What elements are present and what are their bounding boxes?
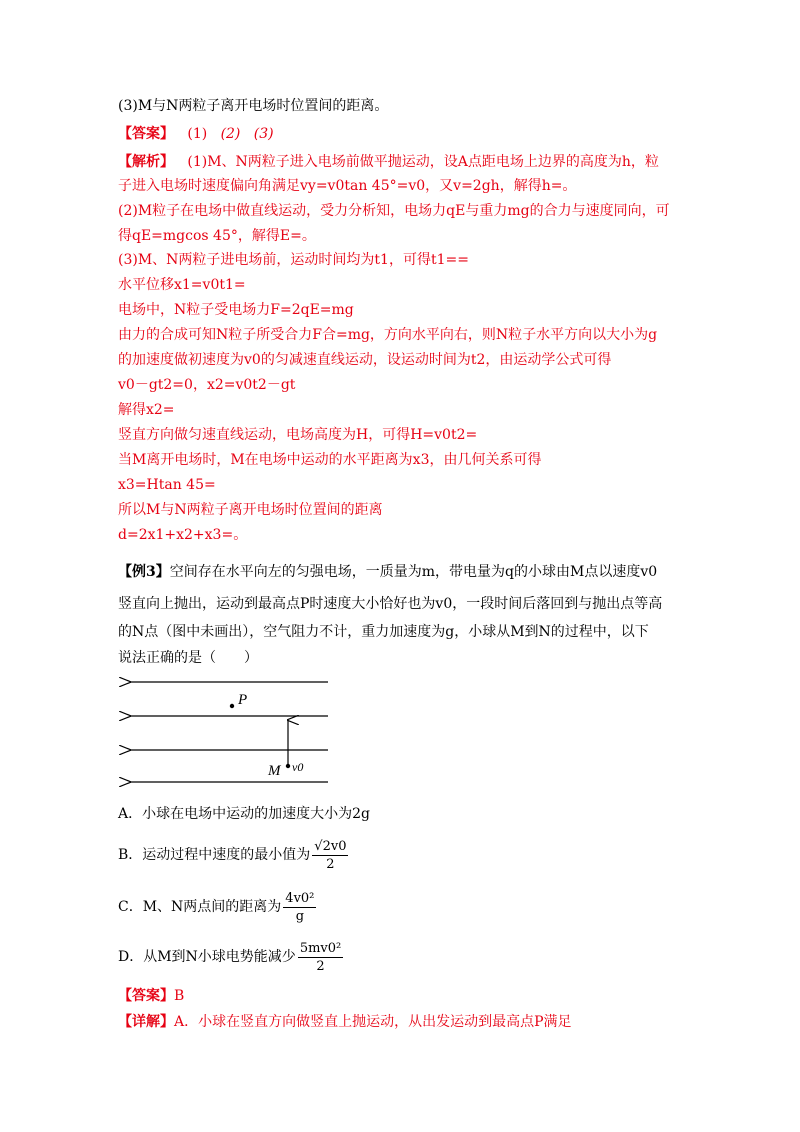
analysis-line-8: 由力的合成可知N粒子所受合力F合=mg，方向水平向右，则N粒子水平方向以大小为g xyxy=(118,327,658,343)
option-c[interactable]: C．M、N两点间的距离为 $\frac{\text{4v0²}}{g}$ xyxy=(118,890,315,924)
analysis-line-7: 电场中，N粒子受电场力F=2qE=mg xyxy=(118,302,354,318)
option-b[interactable]: B．运动过程中速度的最小值为 $\frac{√2v0}{2}$ xyxy=(118,838,347,872)
option-c-fraction: $\frac{\text{4v0²}}{g}$ xyxy=(285,890,315,924)
question-part-3: (3)M与N两粒子离开电场时位置间的距离。 xyxy=(118,98,389,114)
analysis-line-4: 得qE=mgcos 45°，解得E=。 xyxy=(118,228,316,244)
electric-field-diagram xyxy=(118,672,338,792)
detail-line-1: 【详解】A．小球在竖直方向做竖直上抛运动，从出发运动到最高点P满足 xyxy=(118,1014,572,1030)
example-3-line-1: 【例3】空间存在水平向左的匀强电场，一质量为m，带电量为q的小球由M点以速度v0 xyxy=(118,564,658,580)
example-3-line-2: 竖直向上抛出，运动到最高点P时速度大小恰好也为v0，一段时间后落回到与抛出点等高 xyxy=(118,596,663,612)
answer-line-2: 【答案】B xyxy=(118,988,185,1004)
answer-line-1: 【答案】 (1) (2) (3) xyxy=(118,126,274,142)
analysis-line-1: 【解析】 (1)M、N两粒子进入电场前做平抛运动，设A点距电场上边界的高度为h，粒 xyxy=(118,154,659,170)
analysis-line-14: x3=Htan 45= xyxy=(118,477,216,493)
analysis-line-10: v0－gt2=0，x2=v0t2－gt xyxy=(118,377,296,393)
option-a[interactable]: A．小球在电场中运动的加速度大小为2g xyxy=(118,806,370,822)
analysis-line-13: 当M离开电场时，M在电场中运动的水平距离为x3，由几何关系可得 xyxy=(118,452,542,468)
analysis-line-15: 所以M与N两粒子离开电场时位置间的距离 xyxy=(118,502,383,518)
analysis-line-2: 子进入电场时速度偏向角满足vy=v0tan 45°=v0，又v=2gh，解得h=。 xyxy=(118,178,577,194)
label-p: P xyxy=(238,692,248,708)
label-v0: v0 xyxy=(292,760,304,774)
option-d[interactable]: D．从M到N小球电势能减少 $\frac{\text{5mv0²}}{2}$ xyxy=(118,940,342,974)
example-3-line-3: 的N点（图中未画出），空气阻力不计，重力加速度为g，小球从M到N的过程中，以下 xyxy=(118,624,649,640)
analysis-line-16: d=2x1+x2+x3=。 xyxy=(118,527,248,543)
analysis-line-9: 的加速度做初速度为v0的匀减速直线运动，设运动时间为t2，由运动学公式可得 xyxy=(118,352,612,368)
point-p xyxy=(230,704,234,708)
analysis-line-5: (3)M、N两粒子进电场前，运动时间均为t1，可得t1== xyxy=(118,252,469,268)
label-m: M xyxy=(268,763,281,779)
analysis-line-3: (2)M粒子在电场中做直线运动，受力分析知，电场力qE与重力mg的合力与速度同向，可 xyxy=(118,203,670,219)
option-d-fraction: $\frac{\text{5mv0²}}{2}$ xyxy=(299,940,342,974)
analysis-line-11: 解得x2= xyxy=(118,402,175,418)
option-b-fraction: $\frac{√2v0}{2}$ xyxy=(314,838,347,872)
analysis-line-12: 竖直方向做匀速直线运动，电场高度为H，可得H=v0t2= xyxy=(118,427,478,443)
example-3-line-4: 说法正确的是（ ） xyxy=(118,650,258,666)
analysis-line-6: 水平位移x1=v0t1= xyxy=(118,277,246,293)
